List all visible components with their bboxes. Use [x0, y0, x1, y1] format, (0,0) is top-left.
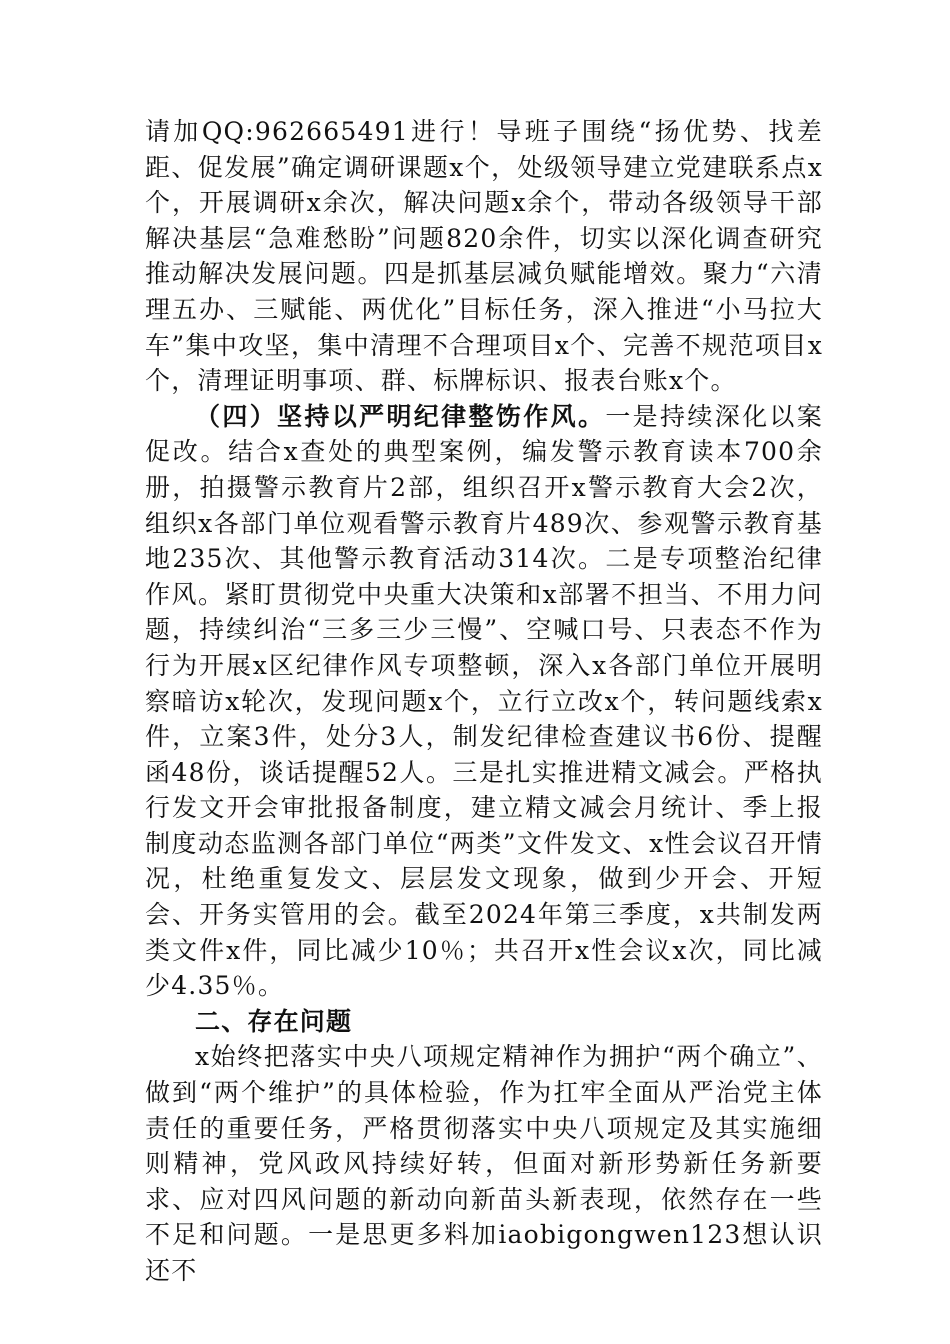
- paragraph-1: 请加QQ:962665491进行！导班子围绕“扬优势、找差距、促发展”确定调研课题x个，处级领导建立党建联系点x个，开展调研x余次，解决问题x余个，带动各级领导干部解决基层“急难愁盼”问题820余件，切实以深化调查研究推动解决发展问题。四是抓基层减负赋能增效。聚力“六清理五办、三赋能、两优化”目标任务，深入推进“小马拉大车”集中攻坚，集中清理不合理项目x个、完善不规范项目x个，清理证明事项、群、标牌标识、报表台账x个。: [145, 117, 823, 396]
- paragraph-2-body: 一是持续深化以案促改。结合x查处的典型案例，编发警示教育读本700余册，拍摄警示教育片2部，组织召开x警示教育大会2次，组织x各部门单位观看警示教育片489次、参观警示教育基地235次、其他警示教育活动314次。二是专项整治纪律作风。紧盯贯彻党中央重大决策和x部署不担当、不用力问题，持续纠治“三多三少三慢”、空喊口号、只表态不作为行为开展x区纪律作风专项整顿，深入x各部门单位开展明察暗访x轮次，发现问题x个，立行立改x个，转问题线索x件，立案3件，处分3人，制发纪律检查建议书6份、提醒函48份，谈话提醒52人。三是扎实推进精文减会。严格执行发文开会审批报备制度，建立精文减会月统计、季上报制度动态监测各部门单位“两类”文件发文、x性会议召开情况，杜绝重复发文、层层发文现象，做到少开会、开短会、开务实管用的会。截至2024年第三季度，x共制发两类文件x件，同比减少10％；共召开x性会议x次，同比减少4.35％。: [145, 401, 823, 1001]
- section-heading: 二、存在问题: [195, 1006, 353, 1036]
- paragraph-2: [145, 399, 823, 1004]
- document-body: [145, 114, 823, 1289]
- subsection-heading: （四）坚持以严明纪律整饬作风。: [195, 401, 606, 431]
- paragraph-3: x始终把落实中央八项规定精神作为拥护“两个确立”、做到“两个维护”的具体检验，作为扛牢全面从严治党主体责任的重要任务，严格贯彻落实中央八项规定及其实施细则精神，党风政风持续好转，但面对新形势新任务新要求、应对四风问题的新动向新苗头新表现，依然存在一些不足和问题。一是思更多料加iaobigongwen123想认识还不: [145, 1042, 823, 1285]
